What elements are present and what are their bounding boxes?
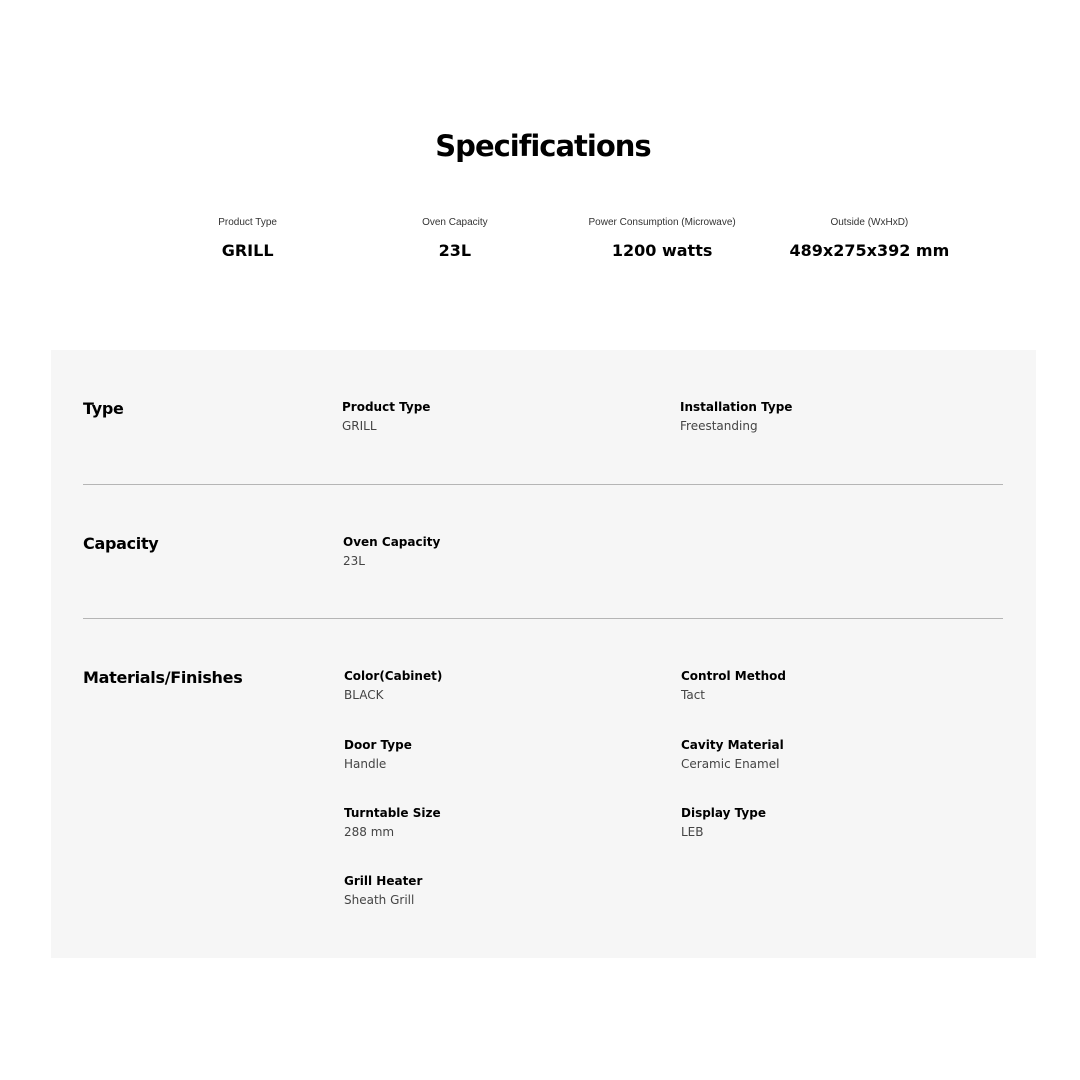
highlight-product-type xyxy=(144,215,351,262)
spec-value: GRILL xyxy=(342,419,377,433)
spec-item-cavity-material xyxy=(681,736,784,773)
spec-value: Ceramic Enamel xyxy=(681,757,780,771)
spec-details-panel xyxy=(51,350,1036,958)
spec-label: Oven Capacity xyxy=(343,535,441,549)
spec-item-control-method xyxy=(681,667,786,704)
spec-label: Cavity Material xyxy=(681,738,784,752)
key-specs-highlights xyxy=(144,215,973,262)
highlight-oven-capacity xyxy=(351,215,558,262)
spec-label: Control Method xyxy=(681,669,786,683)
spec-value: Sheath Grill xyxy=(344,893,415,907)
spec-section-capacity xyxy=(83,485,1003,619)
highlight-power-consumption xyxy=(559,215,766,262)
spec-label: Door Type xyxy=(344,738,412,752)
spec-item-door-type xyxy=(344,736,412,773)
spec-section-type xyxy=(83,350,1003,485)
spec-label: Turntable Size xyxy=(344,806,441,820)
spec-section-materials-finishes xyxy=(83,619,1003,958)
spec-label: Grill Heater xyxy=(344,874,423,888)
spec-label: Display Type xyxy=(681,806,766,820)
highlight-value: 1200 watts xyxy=(611,241,713,260)
spec-item-oven-capacity xyxy=(343,533,440,570)
spec-value: 288 mm xyxy=(344,825,395,839)
spec-item-installation-type xyxy=(680,398,792,435)
highlight-outside-dimensions xyxy=(766,215,973,262)
highlight-label: Outside (WxHxD) xyxy=(830,217,909,228)
spec-item-grill-heater xyxy=(344,872,422,909)
highlight-value: GRILL xyxy=(221,241,274,260)
spec-item-display-type xyxy=(681,804,766,841)
spec-label: Color(Cabinet) xyxy=(344,669,443,683)
spec-item-turntable-size xyxy=(344,804,441,841)
spec-value: 23L xyxy=(343,554,365,568)
highlight-value: 489x275x392 mm xyxy=(789,241,950,260)
spec-value: LEB xyxy=(681,825,704,839)
spec-item-color-cabinet xyxy=(344,667,442,704)
spec-value: Tact xyxy=(681,688,705,702)
highlight-value: 23L xyxy=(438,241,472,260)
section-title: Materials/Finishes xyxy=(83,668,243,687)
highlight-label: Oven Capacity xyxy=(422,217,488,228)
spec-label: Installation Type xyxy=(680,400,793,414)
section-title: Type xyxy=(83,399,124,418)
highlight-label: Power Consumption (Microwave) xyxy=(588,217,736,228)
spec-value: Freestanding xyxy=(680,419,758,433)
spec-label: Product Type xyxy=(342,400,431,414)
spec-item-product-type xyxy=(342,398,430,435)
highlight-label: Product Type xyxy=(218,217,277,228)
spec-value: Handle xyxy=(344,757,387,771)
section-title: Capacity xyxy=(83,534,159,553)
spec-value: BLACK xyxy=(344,688,384,702)
page-title: Specifications xyxy=(435,129,651,163)
